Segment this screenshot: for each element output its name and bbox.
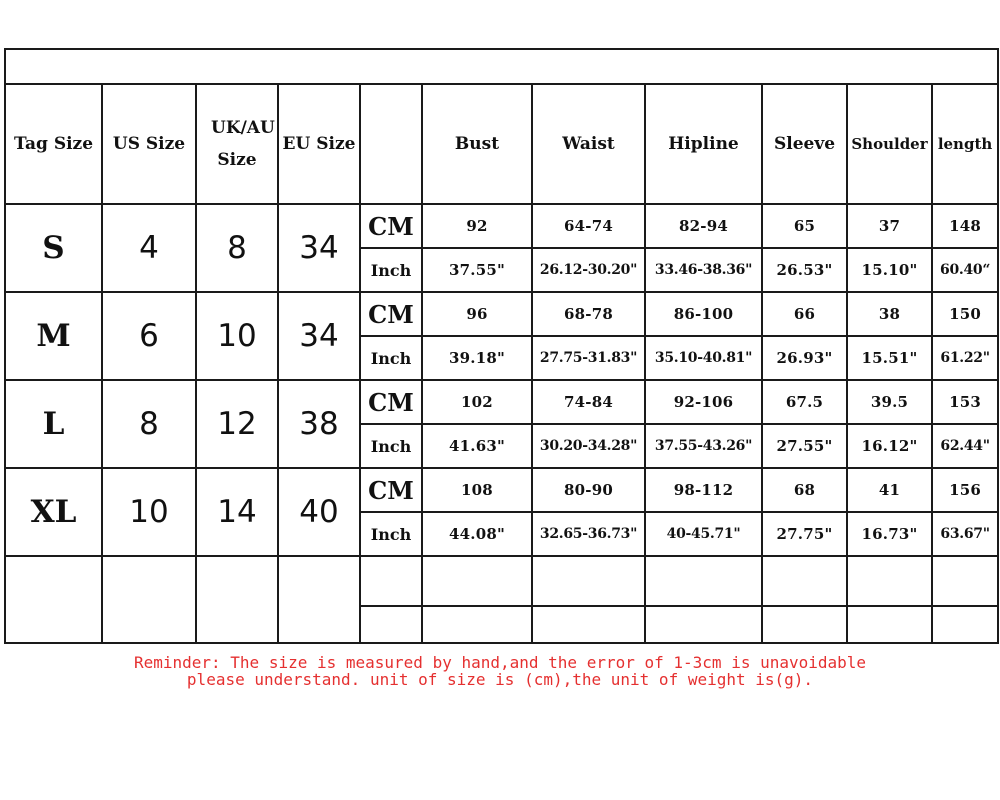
empty-cell bbox=[645, 556, 762, 606]
length-inch-cell: 61.22" bbox=[932, 336, 998, 380]
shoulder-inch-cell: 16.73" bbox=[847, 512, 932, 556]
waist-cm-cell: 64-74 bbox=[532, 204, 645, 248]
uk-au-size-cell: 12 bbox=[196, 380, 278, 468]
empty-cell bbox=[532, 606, 645, 643]
header-eu-size: EU Size bbox=[278, 84, 360, 204]
unit-inch-cell: Inch bbox=[360, 248, 422, 292]
bust-inch-cell: 39.18" bbox=[422, 336, 532, 380]
length-cm-cell: 156 bbox=[932, 468, 998, 512]
unit-cm-cell: CM bbox=[360, 204, 422, 248]
bust-cm-cell: 108 bbox=[422, 468, 532, 512]
header-sleeve: Sleeve bbox=[762, 84, 847, 204]
tag-size-cell: XL bbox=[5, 468, 102, 556]
length-cm-cell: 150 bbox=[932, 292, 998, 336]
length-cm-cell: 148 bbox=[932, 204, 998, 248]
tag-size-cell: S bbox=[5, 204, 102, 292]
waist-cm-cell: 74-84 bbox=[532, 380, 645, 424]
empty-cell bbox=[762, 606, 847, 643]
empty-title-cell bbox=[5, 49, 998, 84]
sleeve-cm-cell: 65 bbox=[762, 204, 847, 248]
length-inch-cell: 63.67" bbox=[932, 512, 998, 556]
header-waist: Waist bbox=[532, 84, 645, 204]
empty-cell bbox=[847, 606, 932, 643]
empty-cell bbox=[422, 556, 532, 606]
length-inch-cell: 62.44" bbox=[932, 424, 998, 468]
sleeve-cm-cell: 67.5 bbox=[762, 380, 847, 424]
us-size-cell: 6 bbox=[102, 292, 196, 380]
unit-cm-cell: CM bbox=[360, 292, 422, 336]
size-row-m-cm bbox=[5, 292, 998, 336]
empty-cell bbox=[360, 556, 422, 606]
size-row-l-cm bbox=[5, 380, 998, 424]
header-tag-size: Tag Size bbox=[5, 84, 102, 204]
size-row-s-cm bbox=[5, 204, 998, 248]
tag-size-cell: M bbox=[5, 292, 102, 380]
bust-cm-cell: 102 bbox=[422, 380, 532, 424]
sleeve-inch-cell: 27.75" bbox=[762, 512, 847, 556]
length-inch-cell: 60.40“ bbox=[932, 248, 998, 292]
hipline-cm-cell: 98-112 bbox=[645, 468, 762, 512]
us-size-cell: 10 bbox=[102, 468, 196, 556]
hipline-inch-cell: 33.46-38.36" bbox=[645, 248, 762, 292]
length-cm-cell: 153 bbox=[932, 380, 998, 424]
empty-cell bbox=[645, 606, 762, 643]
uk-au-size-cell: 14 bbox=[196, 468, 278, 556]
waist-cm-cell: 80-90 bbox=[532, 468, 645, 512]
header-row bbox=[5, 84, 998, 204]
bust-inch-cell: 44.08" bbox=[422, 512, 532, 556]
header-uk-au-size: UK/AU Size bbox=[196, 84, 278, 204]
shoulder-cm-cell: 38 bbox=[847, 292, 932, 336]
us-size-cell: 8 bbox=[102, 380, 196, 468]
bust-inch-cell: 37.55" bbox=[422, 248, 532, 292]
empty-cell bbox=[847, 556, 932, 606]
eu-size-cell: 40 bbox=[278, 468, 360, 556]
header-us-size: US Size bbox=[102, 84, 196, 204]
empty-cell bbox=[532, 556, 645, 606]
unit-cm-cell: CM bbox=[360, 468, 422, 512]
uk-au-size-cell: 8 bbox=[196, 204, 278, 292]
reminder-line-2: please understand. unit of size is (cm),the unit of weight is(g). bbox=[186, 670, 814, 689]
unit-cm-cell: CM bbox=[360, 380, 422, 424]
us-size-cell: 4 bbox=[102, 204, 196, 292]
sleeve-inch-cell: 26.53" bbox=[762, 248, 847, 292]
waist-cm-cell: 68-78 bbox=[532, 292, 645, 336]
eu-size-cell: 38 bbox=[278, 380, 360, 468]
header-unit bbox=[360, 84, 422, 204]
empty-cell bbox=[102, 556, 196, 643]
waist-inch-cell: 27.75-31.83" bbox=[532, 336, 645, 380]
size-row-xl-cm bbox=[5, 468, 998, 512]
empty-cell bbox=[196, 556, 278, 643]
reminder-line-1: Reminder: The size is measured by hand,and the error of 1-3cm is unavoidable bbox=[133, 653, 867, 672]
empty-cell bbox=[5, 556, 102, 643]
hipline-cm-cell: 92-106 bbox=[645, 380, 762, 424]
empty-cell bbox=[762, 556, 847, 606]
empty-cell bbox=[932, 606, 998, 643]
header-hipline: Hipline bbox=[645, 84, 762, 204]
shoulder-cm-cell: 37 bbox=[847, 204, 932, 248]
unit-inch-cell: Inch bbox=[360, 512, 422, 556]
bust-cm-cell: 96 bbox=[422, 292, 532, 336]
empty-cell bbox=[422, 606, 532, 643]
empty-cell bbox=[932, 556, 998, 606]
hipline-cm-cell: 82-94 bbox=[645, 204, 762, 248]
bust-cm-cell: 92 bbox=[422, 204, 532, 248]
hipline-inch-cell: 35.10-40.81" bbox=[645, 336, 762, 380]
eu-size-cell: 34 bbox=[278, 292, 360, 380]
waist-inch-cell: 30.20-34.28" bbox=[532, 424, 645, 468]
waist-inch-cell: 26.12-30.20" bbox=[532, 248, 645, 292]
eu-size-cell: 34 bbox=[278, 204, 360, 292]
sleeve-inch-cell: 26.93" bbox=[762, 336, 847, 380]
hipline-inch-cell: 37.55-43.26" bbox=[645, 424, 762, 468]
shoulder-inch-cell: 16.12" bbox=[847, 424, 932, 468]
table-top-band bbox=[5, 49, 998, 84]
tag-size-cell: L bbox=[5, 380, 102, 468]
bust-inch-cell: 41.63" bbox=[422, 424, 532, 468]
size-chart-table bbox=[4, 48, 999, 644]
unit-inch-cell: Inch bbox=[360, 336, 422, 380]
empty-cell bbox=[278, 556, 360, 643]
sleeve-cm-cell: 66 bbox=[762, 292, 847, 336]
shoulder-cm-cell: 39.5 bbox=[847, 380, 932, 424]
unit-inch-cell: Inch bbox=[360, 424, 422, 468]
header-length: length bbox=[932, 84, 998, 204]
hipline-cm-cell: 86-100 bbox=[645, 292, 762, 336]
shoulder-inch-cell: 15.51" bbox=[847, 336, 932, 380]
header-shoulder: Shoulder bbox=[847, 84, 932, 204]
hipline-inch-cell: 40-45.71" bbox=[645, 512, 762, 556]
header-bust: Bust bbox=[422, 84, 532, 204]
shoulder-cm-cell: 41 bbox=[847, 468, 932, 512]
uk-au-size-cell: 10 bbox=[196, 292, 278, 380]
sleeve-cm-cell: 68 bbox=[762, 468, 847, 512]
empty-cell bbox=[360, 606, 422, 643]
shoulder-inch-cell: 15.10" bbox=[847, 248, 932, 292]
sleeve-inch-cell: 27.55" bbox=[762, 424, 847, 468]
reminder-note bbox=[0, 654, 1000, 688]
waist-inch-cell: 32.65-36.73" bbox=[532, 512, 645, 556]
empty-row bbox=[5, 556, 998, 606]
